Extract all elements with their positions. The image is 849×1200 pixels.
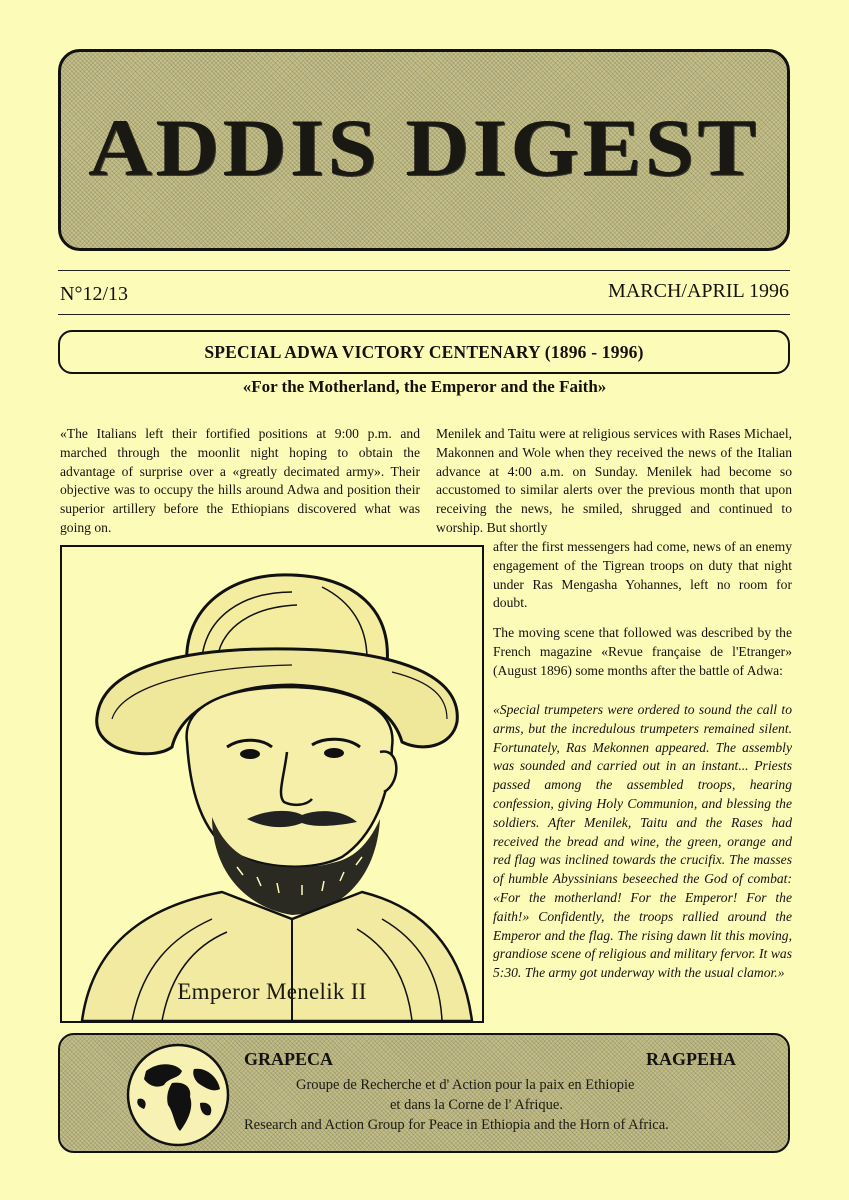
right-paragraph-2: The moving scene that followed was described by the French magazine «Revue française de l'Etranger» (August 1896) some months after the battle of Adwa: (493, 625, 792, 678)
right-paragraph-1-top: Menilek and Taitu were at religious services with Rases Michael, Makonnen and Wole when they received the news of the Italian advance at 4:00 a.m. on Sunday. Menilek had become so accustomed to similar alerts over the previous month that upon receiving the news, he smiled, shrugged and continued to worship. But shortly (436, 426, 792, 535)
globe-icon (124, 1041, 232, 1149)
emperor-portrait (60, 545, 484, 1023)
bottom-rule (58, 314, 790, 315)
footer-line-3: Research and Action Group for Peace in Ethiopia and the Horn of Africa. (244, 1117, 669, 1133)
banner-text: SPECIAL ADWA VICTORY CENTENARY (1896 - 1996) (204, 341, 644, 362)
emperor-portrait-illustration (62, 547, 482, 1021)
footer-panel (58, 1033, 790, 1153)
top-rule (58, 270, 790, 271)
right-paragraph-1-bottom: after the first messengers had come, news of an enemy engagement of the Tigrean troops on duty that night under Ras Mengasha Yohannes, left no room for doubt. (493, 539, 792, 611)
centenary-banner (58, 330, 790, 374)
left-column-paragraph: «The Italians left their fortified positions at 9:00 p.m. and marched through the moonlit night hoping to obtain the advantage of surprise over a «greatly decimated army». Their objective was to occupy the hills around Adwa and position their superior artillery before the Ethiopians discovered what was going on. (60, 426, 420, 535)
issue-number: N°12/13 (60, 283, 128, 305)
portrait-caption: Emperor Menelik II (177, 979, 367, 1004)
masthead-title: ADDIS DIGEST (88, 102, 760, 193)
org-name-french: GRAPECA (244, 1049, 333, 1069)
footer-line-1: Groupe de Recherche et d' Action pour la paix en Ethiopie (296, 1077, 635, 1093)
right-quote: «Special trumpeters were ordered to sound the call to arms, but the incredulous trumpeters remained silent. Fortunately, Ras Mekonnen appeared. The assembly was sounded and carried out in an instant... Priests passed among the assembled troops, hearing confession, giving Holy Communion, and blessing the soldiers. After Menilek, Taitu and the Rases had received the bread and wine, the green, orange and red flag was inclined towards the crucifix. The masses of humble Abyssinians beseeched the God of combat: «For the motherland! For the Emperor! For the faith!» Confidently, the troops rallied around the Emperor and the flag. The rising dawn lit this moving, grandiose scene of religious and military fervor. It was 5:30. The army got underway with the usual clamor.» (493, 702, 792, 981)
footer-line-2: et dans la Corne de l' Afrique. (390, 1097, 563, 1113)
article-subtitle: «For the Motherland, the Emperor and the Faith» (242, 377, 607, 396)
masthead (58, 49, 790, 251)
issue-date: MARCH/APRIL 1996 (608, 280, 789, 302)
org-name-acronym: RAGPEHA (646, 1049, 736, 1069)
